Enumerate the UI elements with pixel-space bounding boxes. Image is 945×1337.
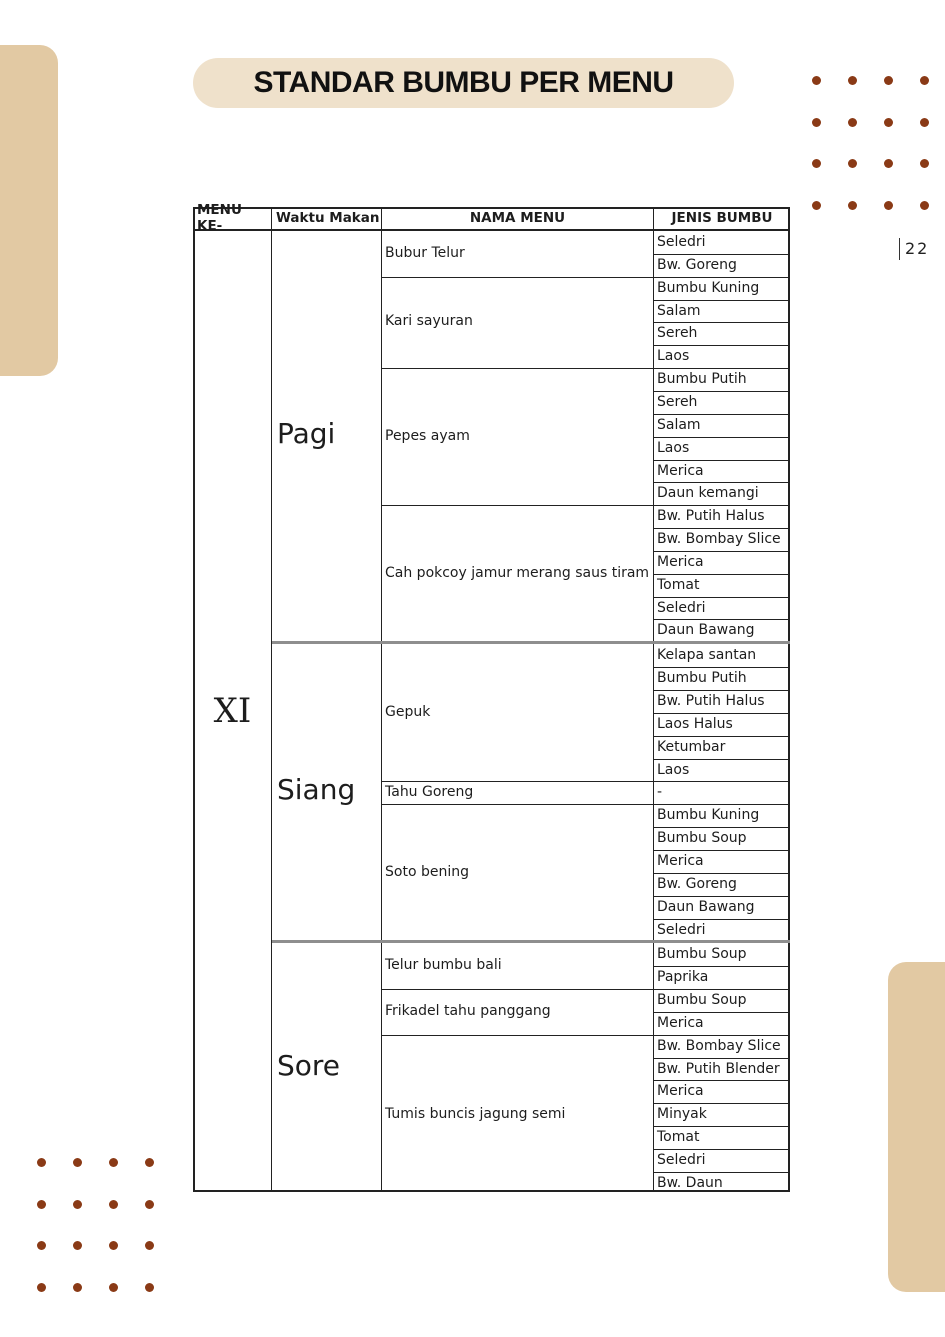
decorative-dot	[884, 201, 893, 210]
bumbu-cell: Seledri	[657, 921, 706, 938]
bumbu-cell: Bumbu Soup	[657, 830, 747, 847]
decorative-dot	[73, 1200, 82, 1209]
header-menu-ke	[193, 202, 272, 234]
bumbu-cell: Bw. Putih Halus	[657, 693, 765, 709]
bumbu-cell: Laos	[657, 439, 690, 456]
decorative-tab-right	[888, 962, 945, 1292]
decorative-dot	[145, 1241, 154, 1250]
decorative-dot	[145, 1158, 154, 1167]
bumbu-cell: Bw. Goreng	[657, 256, 737, 273]
title-banner	[193, 58, 734, 108]
menu-name-cell: Kari sayuran	[385, 313, 473, 330]
menu-ke-value: XI	[213, 691, 252, 731]
decorative-dot	[37, 1241, 46, 1250]
bumbu-cell: Seledri	[657, 1152, 706, 1168]
decorative-dot	[73, 1241, 82, 1250]
bumbu-cell: Daun Bawang	[657, 622, 755, 639]
bumbu-cell: Kelapa santan	[657, 647, 757, 664]
bumbu-cell: Bumbu Putih	[657, 670, 747, 687]
header-waktu-label: Waktu Makan	[276, 210, 380, 226]
waktu-makan-cell: Pagi	[277, 416, 336, 450]
bumbu-cell: Paprika	[657, 969, 709, 986]
bumbu-cell: Bw. Putih Halus	[657, 508, 765, 525]
column-divider-3	[653, 207, 654, 1192]
bumbu-cell: Seledri	[657, 599, 706, 616]
bumbu-cell: Bw. Bombay Slice	[657, 531, 781, 548]
menu-name-cell: Soto bening	[385, 863, 469, 880]
decorative-dot	[848, 159, 857, 168]
bumbu-cell: Bw. Goreng	[657, 875, 737, 892]
header-menu-ke-label: MENU KE-	[197, 202, 242, 234]
decorative-dot	[73, 1283, 82, 1292]
bumbu-cell: Salam	[657, 302, 701, 319]
decorative-dot	[884, 159, 893, 168]
header-waktu	[272, 207, 382, 231]
menu-name-cell: Tumis buncis jagung semi	[385, 1105, 566, 1122]
bumbu-cell: Bumbu Soup	[657, 946, 747, 963]
bumbu-cell: Bw. Putih Blender	[657, 1060, 780, 1077]
decorative-dot	[145, 1200, 154, 1209]
decorative-dot	[109, 1158, 118, 1167]
decorative-dot	[145, 1283, 154, 1292]
decorative-dot	[884, 76, 893, 85]
bumbu-cell: Laos Halus	[657, 715, 733, 732]
meal-separator	[272, 940, 790, 943]
decorative-dot	[37, 1283, 46, 1292]
bumbu-cell: Ketumbar	[657, 738, 726, 755]
decorative-dot	[920, 201, 929, 210]
menu-name-cell: Telur bumbu bali	[385, 957, 502, 974]
decorative-dot	[109, 1200, 118, 1209]
bumbu-cell: Merica	[657, 462, 704, 479]
bumbu-cell: Merica	[657, 553, 704, 570]
bumbu-cell: Laos	[657, 761, 690, 778]
decorative-dot	[37, 1158, 46, 1167]
menu-name-cell: Cah pokcoy jamur merang saus tiram	[385, 564, 650, 581]
decorative-dot	[848, 118, 857, 127]
bumbu-cell: Merica	[657, 1083, 704, 1100]
decorative-dot	[812, 159, 821, 168]
bumbu-cell: Tomat	[657, 1129, 700, 1146]
column-divider-2	[381, 207, 382, 1192]
decorative-tab-left	[0, 45, 58, 376]
header-jenis-bumbu-label: JENIS BUMBU	[671, 210, 773, 226]
decorative-dot	[812, 201, 821, 210]
header-jenis-bumbu	[654, 207, 790, 231]
decorative-dot	[812, 76, 821, 85]
bumbu-cell: Merica	[657, 1014, 704, 1031]
bumbu-cell: Sereh	[657, 393, 698, 410]
meal-separator	[272, 641, 790, 644]
bumbu-cell: Bumbu Kuning	[657, 279, 760, 296]
decorative-dot	[884, 118, 893, 127]
header-nama-menu	[382, 207, 654, 231]
bumbu-cell: Seledri	[657, 234, 706, 250]
menu-name-cell: Tahu Goreng	[385, 783, 474, 800]
bumbu-cell: Bw. Bombay Slice	[657, 1037, 781, 1054]
page-number: 22	[899, 238, 929, 260]
decorative-dot	[920, 118, 929, 127]
waktu-makan-cell: Siang	[277, 772, 356, 806]
bumbu-cell: Daun Bawang	[657, 898, 755, 915]
bumbu-cell: Laos	[657, 348, 690, 365]
bumbu-cell: Salam	[657, 416, 701, 433]
menu-name-cell: Frikadel tahu panggang	[385, 1002, 551, 1019]
decorative-dot	[73, 1158, 82, 1167]
header-nama-menu-label: NAMA MENU	[469, 210, 566, 226]
decorative-dot	[812, 118, 821, 127]
menu-name-cell: Gepuk	[385, 703, 431, 720]
decorative-dot	[848, 201, 857, 210]
bumbu-cell: Bumbu Kuning	[657, 807, 760, 824]
waktu-makan-cell: Sore	[277, 1049, 341, 1083]
bumbu-cell: Tomat	[657, 576, 700, 593]
decorative-dot	[920, 76, 929, 85]
bumbu-cell: Minyak	[657, 1106, 707, 1123]
bumbu-cell: Merica	[657, 852, 704, 869]
bumbu-cell: Daun kemangi	[657, 485, 759, 502]
bumbu-cell: Sereh	[657, 325, 698, 342]
decorative-dot	[920, 159, 929, 168]
decorative-dot	[109, 1283, 118, 1292]
bumbu-cell: Bumbu Putih	[657, 371, 747, 388]
decorative-dot	[109, 1241, 118, 1250]
menu-row-divider	[381, 781, 790, 782]
menu-name-cell: Bubur Telur	[385, 244, 465, 261]
bumbu-cell: Bw. Daun	[657, 1174, 723, 1191]
bumbu-cell: Bumbu Soup	[657, 992, 747, 1009]
decorative-dot	[848, 76, 857, 85]
seasoning-table	[193, 202, 790, 1192]
menu-name-cell: Pepes ayam	[385, 427, 470, 444]
page-title: STANDAR BUMBU PER MENU	[253, 66, 674, 99]
bumbu-cell: -	[657, 784, 663, 801]
decorative-dot	[37, 1200, 46, 1209]
